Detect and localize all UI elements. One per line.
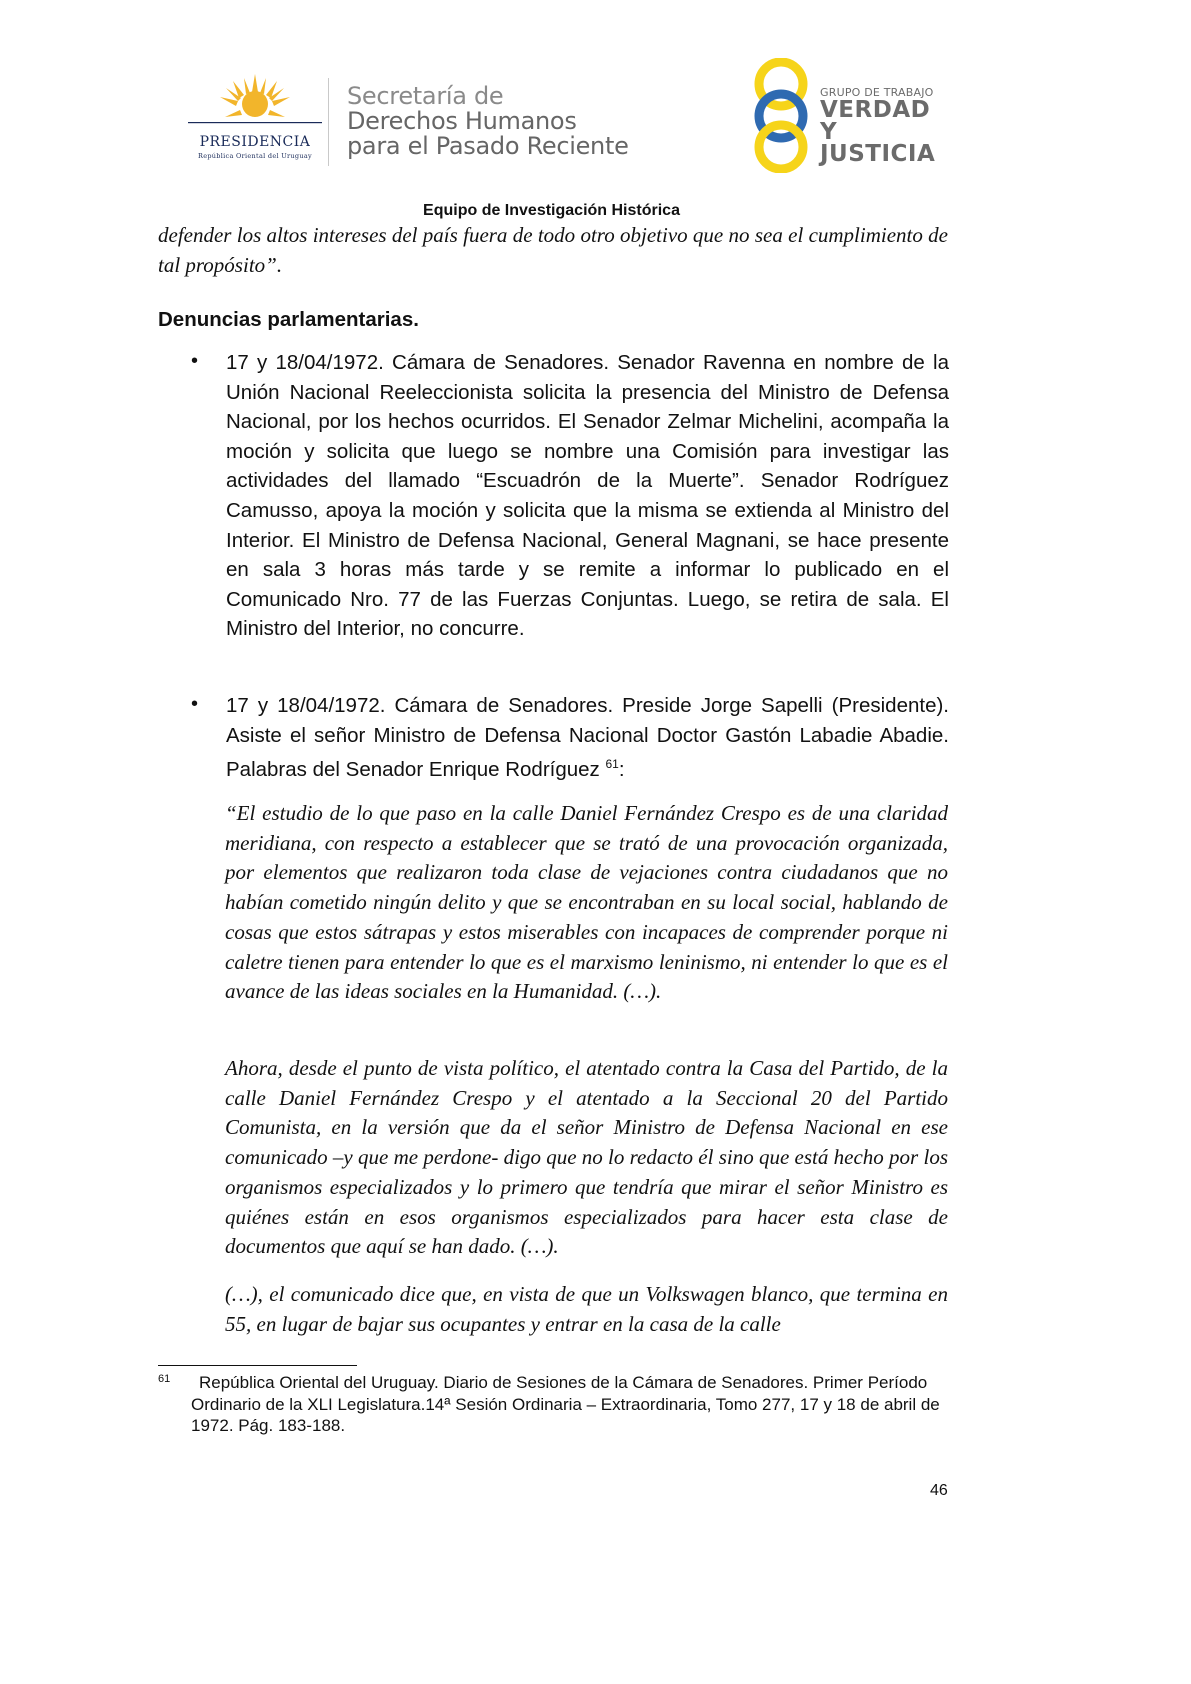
footnote-separator [158,1365,357,1366]
footnote-body: República Oriental del Uruguay. Diario de Sesiones de la Cámara de Senadores. Primer Período Ordinario de la XLI Legislatura.14ª Sesión Ordinaria – Extraordinaria, Tomo 277, 17 y 18 de abril de 1972. Pág. 183-188. [191,1373,940,1435]
secretaria-line3: para el Pasado Reciente [347,132,629,160]
verdad-justicia-wordmark [820,86,948,165]
page-number: 46 [930,1482,948,1499]
presidencia-wordmark: PRESIDENCIA [199,134,311,150]
footnote-text [191,1372,949,1437]
header-divider [328,78,329,166]
list-item [226,691,949,785]
presidencia-subtitle: República Oriental del Uruguay [198,152,312,160]
section-heading: Denuncias parlamentarias. [158,308,419,331]
gtvj-line3: JUSTICIA [820,141,936,167]
quote-continuation: defender los altos intereses del país fuera de todo otro objetivo que no sea el cumplimiento de tal propósito”. [158,223,948,277]
presidencia-logo [180,70,330,170]
sun-emblem-icon [180,70,330,132]
secretaria-line1: Secretaría de [347,82,504,110]
quote-paragraph: Ahora, desde el punto de vista político, el atentado contra la Casa del Partido, de la calle Daniel Fernández Crespo y el atentado a la Seccional 20 del Partido Comunista, en la versión que da el señor Ministro de Defensa Nacional en ese comunicado –y que me perdone- digo que no lo redacto él sino que está hecho por los organismos especializados y lo primero que tendría que mirar el señor Ministro es quiénes están en esos organismos especializados para hacer esta clase de documentos que aquí se han dado. (…). [225,1056,948,1259]
verdad-justicia-logo [748,58,948,173]
gtvj-line1: GRUPO DE TRABAJO [820,86,934,99]
footnote-reference[interactable]: 61 [605,757,619,772]
team-title: Equipo de Investigación Histórica [423,202,680,219]
bullet-marker: • [191,350,199,372]
list-item-text: 17 y 18/04/1972. Cámara de Senadores. Preside Jorge Sapelli (Presidente). Asiste el señor Ministro de Defensa Nacional Doctor Gastón Labadie Abadie. Palabras del Senador Enrique Rodríguez [226,694,949,782]
page-header [0,0,1103,200]
secretaria-line2: Derechos Humanos [347,107,577,135]
gtvj-line2: VERDAD Y [820,97,931,145]
interlocked-rings-icon [748,58,818,173]
secretaria-wordmark [347,84,629,159]
footnote-number: 61 [158,1373,171,1385]
quote-paragraph: (…), el comunicado dice que, en vista de que un Volkswagen blanco, que termina en 55, en lugar de bajar sus ocupantes y entrar en la casa de la calle [225,1282,948,1336]
list-item-colon: : [618,758,625,782]
list-item: 17 y 18/04/1972. Cámara de Senadores. Senador Ravenna en nombre de la Unión Nacional Reeleccionista solicita la presencia del Ministro de Defensa Nacional, por los hechos ocurridos. El Senador Zelmar Michelini, acompaña la moción y solicita que luego se nombre una Comisión para investigar las actividades del llamado “Escuadrón de la Muerte”. Senador Rodríguez Camusso, apoya la moción y solicita que la misma se extienda al Ministro del Interior. El Ministro de Defensa Nacional, General Magnani, se hace presente en sala 3 horas más tarde y se remite a informar lo publicado en el Comunicado Nro. 77 de las Fuerzas Conjuntas. Luego, se retira de sala. El Ministro del Interior, no concurre. [226,351,949,641]
bullet-marker: • [191,693,199,715]
quote-paragraph: “El estudio de lo que paso en la calle Daniel Fernández Crespo es de una claridad meridiana, con respecto a establecer que se trató de una provocación organizada, por elementos que realizaron toda clase de vejaciones contra ciudadanos que no habían cometido ningún delito y que se encontraban en su local social, hablando de cosas que estos sátrapas y estos miserables con incapaces de comprender porque ni caletre tienen para entender lo que es el marxismo leninismo, ni entender lo que es el avance de las ideas sociales en la Humanidad. (…). [225,801,948,1004]
